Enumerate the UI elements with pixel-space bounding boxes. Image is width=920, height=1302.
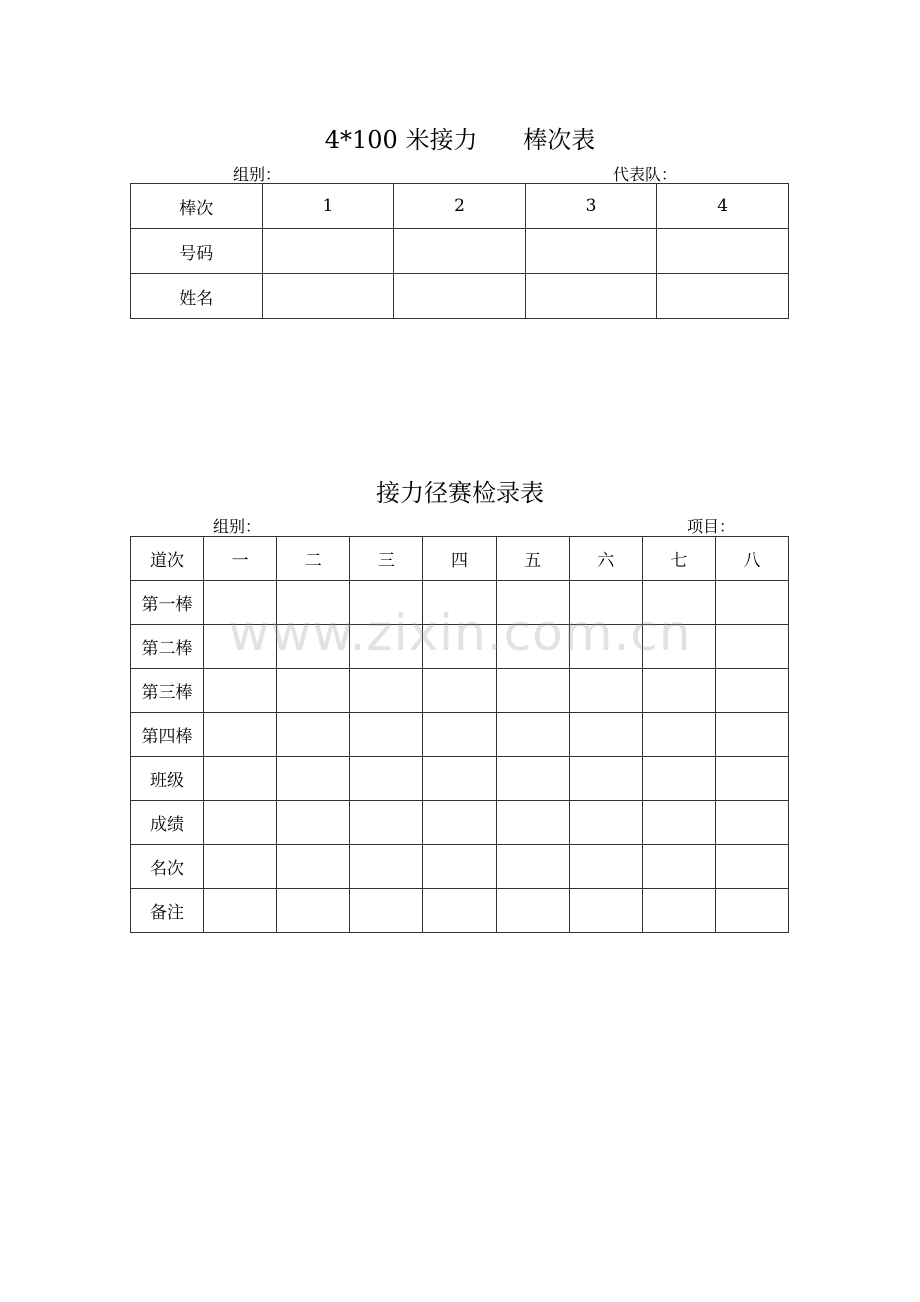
table-row [131,713,789,757]
blank-cell[interactable] [423,801,496,845]
blank-cell[interactable] [569,845,642,889]
relay-checkin-title: 接力径赛检录表 [376,479,544,507]
table-row [131,757,789,801]
row-label: 班级 [131,757,204,801]
blank-cell[interactable] [642,845,715,889]
table-row [131,801,789,845]
blank-cell[interactable] [204,757,277,801]
group-label: 组别： [233,165,282,184]
row-label: 第二棒 [131,625,204,669]
header-cell: 3 [525,184,657,229]
row-label: 备注 [131,889,204,933]
blank-cell[interactable] [277,669,350,713]
blank-cell[interactable] [715,669,788,713]
table-row [131,669,789,713]
watermark: www.zixin.com.cn [228,604,692,662]
row-label: 第四棒 [131,713,204,757]
blank-cell[interactable] [350,801,423,845]
row-label: 第三棒 [131,669,204,713]
blank-cell[interactable] [277,889,350,933]
blank-cell[interactable] [204,713,277,757]
header-cell: 1 [262,184,394,229]
blank-cell[interactable] [657,229,789,274]
blank-cell[interactable] [569,889,642,933]
team-label: 代表队： [613,165,678,184]
blank-cell[interactable] [394,229,526,274]
row-label: 第一棒 [131,581,204,625]
blank-cell[interactable] [496,669,569,713]
blank-cell[interactable] [642,713,715,757]
blank-cell[interactable] [715,845,788,889]
blank-cell[interactable] [642,669,715,713]
table-row [131,229,789,274]
blank-cell[interactable] [277,757,350,801]
header-cell: 八 [715,537,788,581]
table-header-row [131,537,789,581]
blank-cell[interactable] [277,845,350,889]
blank-cell[interactable] [496,713,569,757]
header-cell: 四 [423,537,496,581]
blank-cell[interactable] [350,889,423,933]
table-row [131,889,789,933]
blank-cell[interactable] [350,845,423,889]
blank-cell[interactable] [657,274,789,319]
blank-cell[interactable] [423,713,496,757]
blank-cell[interactable] [569,669,642,713]
blank-cell[interactable] [204,669,277,713]
blank-cell[interactable] [715,757,788,801]
header-cell: 一 [204,537,277,581]
relay-order-title: 4*100 米接力 棒次表 [324,126,596,154]
group-label: 组别： [213,517,262,536]
blank-cell[interactable] [204,845,277,889]
row-label: 号码 [131,229,263,274]
header-cell: 4 [657,184,789,229]
blank-cell[interactable] [277,801,350,845]
table-header-row [131,184,789,229]
header-cell: 六 [569,537,642,581]
row-label: 成绩 [131,801,204,845]
blank-cell[interactable] [423,845,496,889]
blank-cell[interactable] [642,757,715,801]
row-label: 名次 [131,845,204,889]
header-cell: 三 [350,537,423,581]
blank-cell[interactable] [423,889,496,933]
blank-cell[interactable] [496,757,569,801]
blank-cell[interactable] [525,229,657,274]
header-cell: 五 [496,537,569,581]
blank-cell[interactable] [569,757,642,801]
blank-cell[interactable] [715,801,788,845]
blank-cell[interactable] [350,757,423,801]
blank-cell[interactable] [204,889,277,933]
blank-cell[interactable] [642,801,715,845]
blank-cell[interactable] [262,274,394,319]
blank-cell[interactable] [277,713,350,757]
blank-cell[interactable] [642,889,715,933]
header-cell: 二 [277,537,350,581]
blank-cell[interactable] [496,889,569,933]
blank-cell[interactable] [525,274,657,319]
blank-cell[interactable] [423,757,496,801]
blank-cell[interactable] [423,669,496,713]
blank-cell[interactable] [715,889,788,933]
blank-cell[interactable] [350,713,423,757]
blank-cell[interactable] [569,801,642,845]
header-cell: 2 [394,184,526,229]
blank-cell[interactable] [262,229,394,274]
header-cell: 道次 [131,537,204,581]
blank-cell[interactable] [569,713,642,757]
relay-checkin-table [130,536,789,933]
table-row [131,274,789,319]
blank-cell[interactable] [715,713,788,757]
blank-cell[interactable] [496,801,569,845]
event-label: 项目： [687,517,736,536]
relay-order-table [130,183,789,319]
table-row [131,845,789,889]
header-cell: 七 [642,537,715,581]
row-label: 姓名 [131,274,263,319]
blank-cell[interactable] [350,669,423,713]
header-cell: 棒次 [131,184,263,229]
blank-cell[interactable] [394,274,526,319]
blank-cell[interactable] [496,845,569,889]
blank-cell[interactable] [204,801,277,845]
